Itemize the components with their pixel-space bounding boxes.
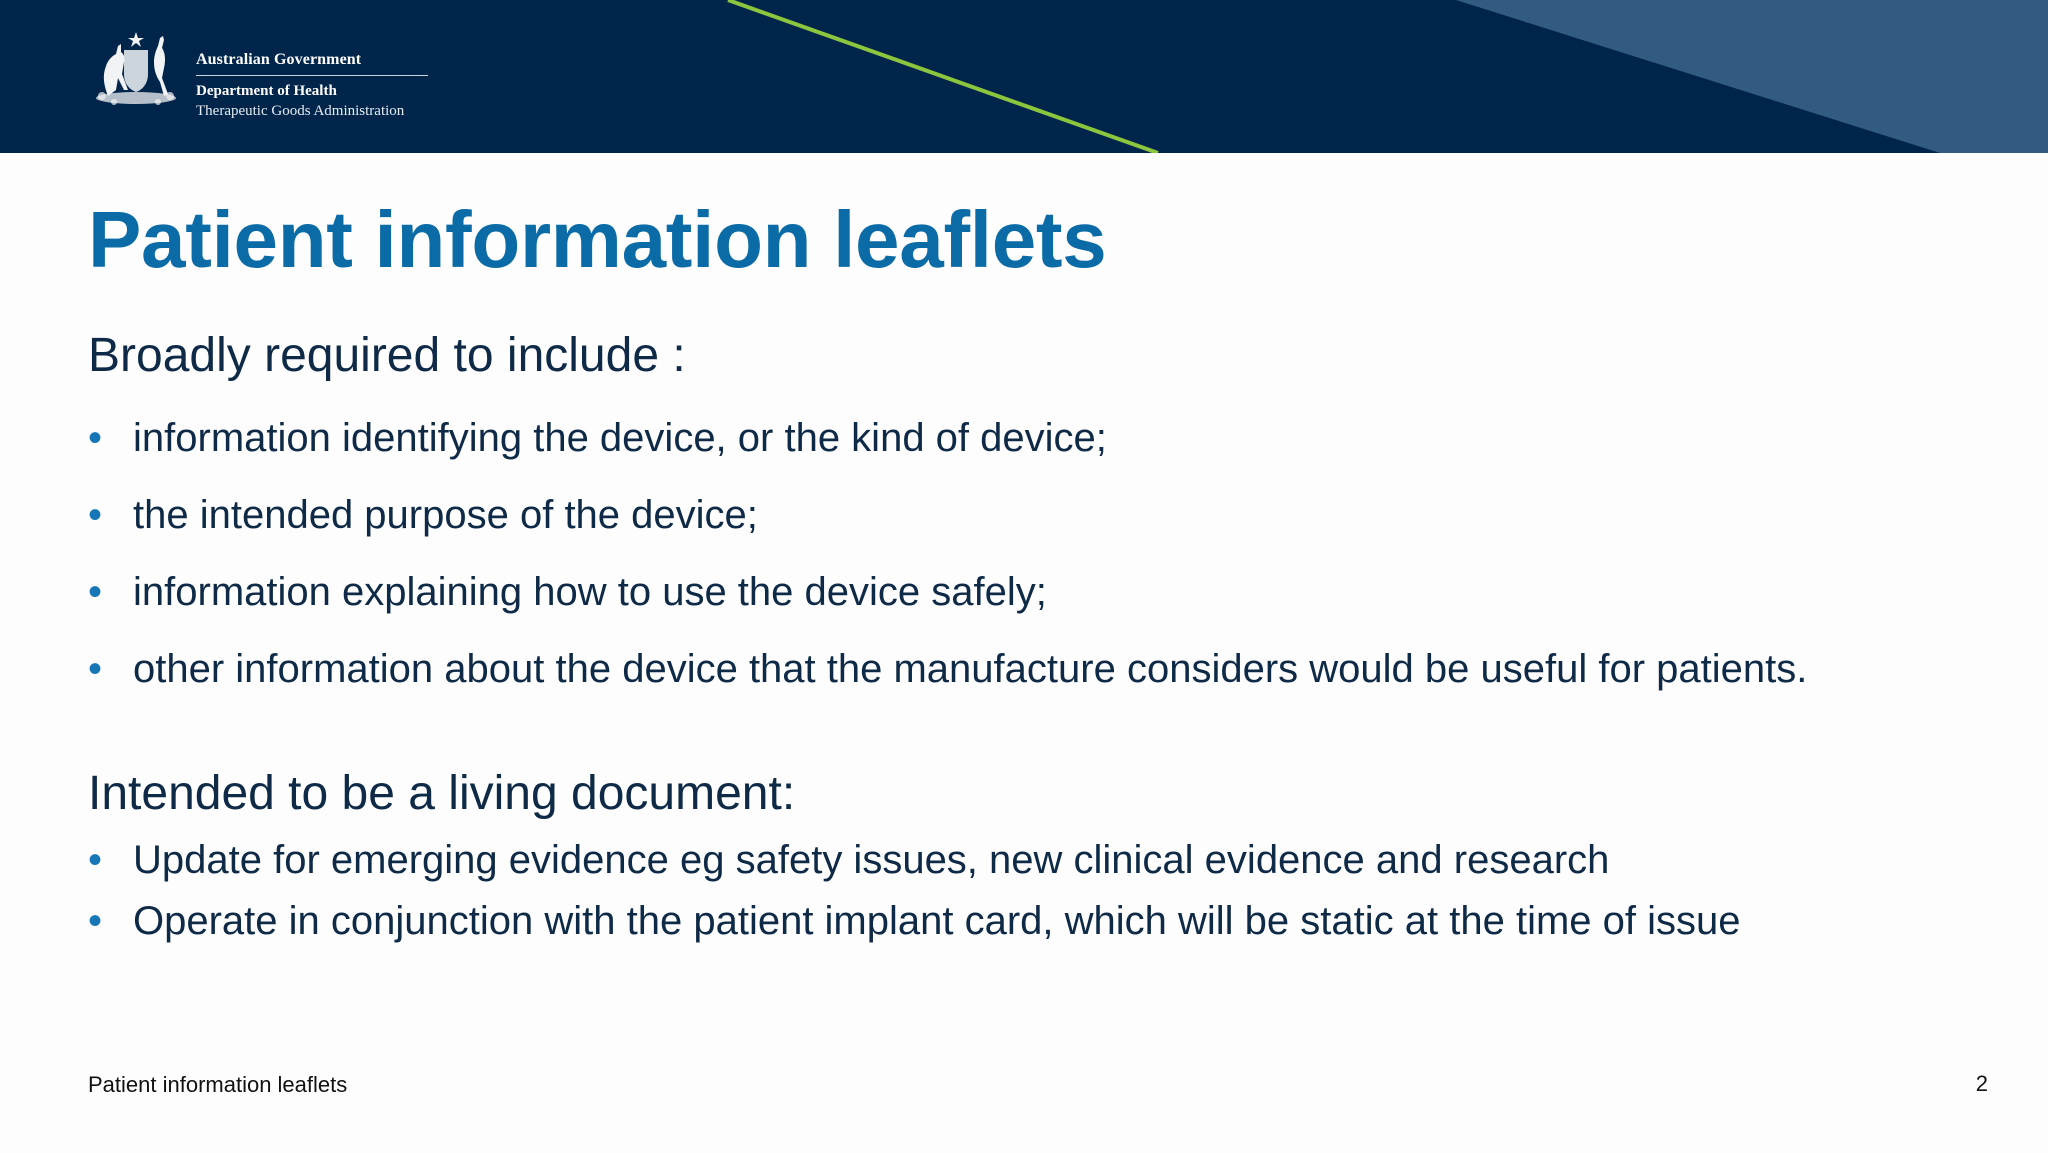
bullet-icon: •	[88, 416, 103, 460]
list-item	[88, 895, 1740, 947]
header-light-panel	[1456, 0, 2048, 153]
bullet-icon: •	[88, 838, 103, 882]
page-title: Patient information leaflets	[88, 195, 1107, 284]
bullet-icon: •	[88, 493, 103, 537]
required-items-list	[88, 412, 1807, 720]
logo-government: Australian Government	[196, 51, 362, 68]
bullet-icon: •	[88, 570, 103, 614]
list-item-text: other information about the device that the manufacture considers would be useful for patients.	[133, 647, 1808, 691]
logo-text	[196, 50, 428, 121]
section-heading-required: Broadly required to include :	[88, 329, 686, 382]
header-band	[0, 0, 2048, 153]
government-logo	[88, 30, 428, 126]
list-item-text: Update for emerging evidence eg safety issues, new clinical evidence and research	[133, 838, 1610, 882]
logo-department: Department of Health	[196, 83, 337, 99]
living-document-list	[88, 834, 1740, 956]
header-accent-line	[728, 0, 1158, 153]
list-item	[88, 489, 1807, 541]
page-number: 2	[1975, 1071, 1988, 1096]
bullet-icon: •	[88, 899, 103, 943]
logo-divider	[196, 75, 428, 76]
list-item-text: information identifying the device, or the kind of device;	[133, 416, 1107, 460]
bullet-icon: •	[88, 647, 103, 691]
list-item	[88, 566, 1807, 618]
list-item-text: Operate in conjunction with the patient implant card, which will be static at the time of issue	[133, 899, 1741, 943]
list-item-text: information explaining how to use the device safely;	[133, 570, 1047, 614]
list-item	[88, 643, 1807, 695]
logo-agency: Therapeutic Goods Administration	[196, 103, 405, 119]
list-item	[88, 412, 1807, 464]
list-item-text: the intended purpose of the device;	[133, 493, 758, 537]
coat-of-arms-icon	[88, 30, 184, 106]
footer-title: Patient information leaflets	[88, 1072, 348, 1097]
list-item	[88, 834, 1740, 886]
section-heading-living-document: Intended to be a living document:	[88, 767, 796, 820]
